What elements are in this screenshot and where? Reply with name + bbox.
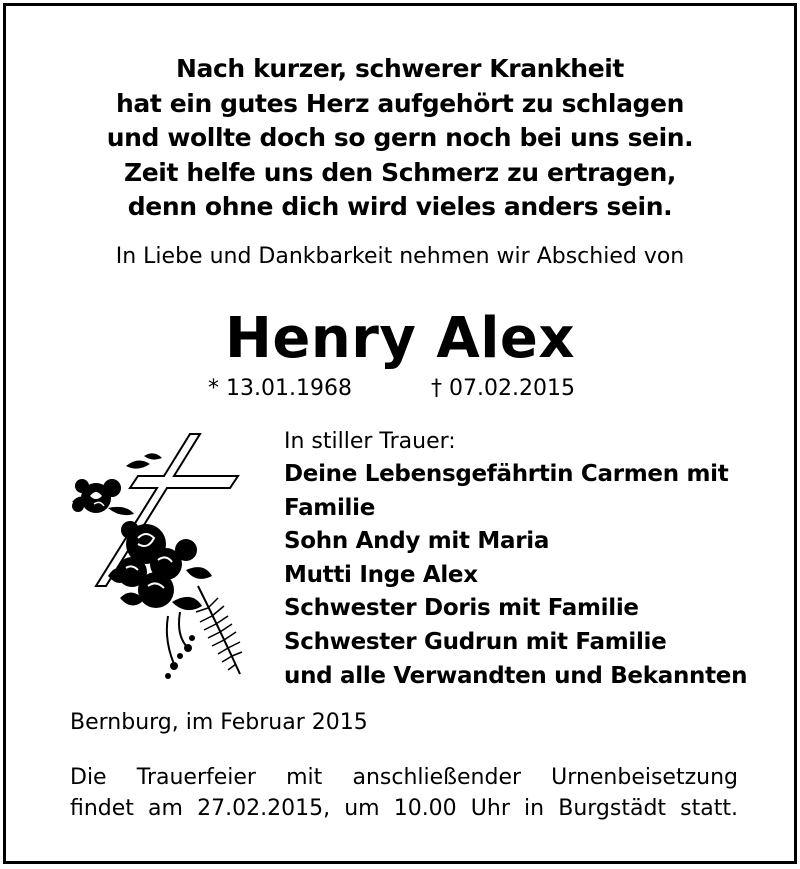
birth-date: * 13.01.1968 [208,376,352,401]
mourner-line: und alle Verwandten und Bekannten [284,662,748,689]
mourner-line: Familie [284,494,376,521]
ceremony-line: findet am 27.02.2015, um 10.00 Uhr in Burgstädt statt. [70,796,738,821]
poem-line: und wollte doch so gern noch bei uns sein. [106,123,694,152]
mourners-intro: In stiller Trauer: [284,429,456,454]
poem-line: hat ein gutes Herz aufgehört zu schlagen [116,88,684,118]
poem-line: denn ohne dich wird vieles anders sein. [127,192,673,221]
deceased-name: Henry Alex [225,306,575,371]
mourner-line: Deine Lebensgefährtin Carmen mit [284,461,729,487]
obituary-notice [3,3,797,864]
mourner-line: Sohn Andy mit Maria [284,528,550,555]
mourners-list [284,426,747,693]
mourner-line: Mutti Inge Alex [284,561,478,588]
memorial-poem [6,52,794,225]
poem-line: Zeit helfe uns den Schmerz zu ertragen, [124,157,676,187]
ceremony-notice [70,762,738,824]
ceremony-line: Die Trauerfeier mit anschließender Urnenbeisetzung [70,765,738,790]
cross-with-roses-icon [68,426,248,686]
poem-line: Nach kurzer, schwerer Krankheit [176,54,624,83]
mourner-line: Schwester Doris mit Familie [284,595,639,622]
death-date: † 07.02.2015 [431,376,575,401]
mourner-line: Schwester Gudrun mit Familie [284,628,667,655]
farewell-intro: In Liebe und Dankbarkeit nehmen wir Abschied von [115,244,685,269]
place-and-date: Bernburg, im Februar 2015 [70,710,368,735]
